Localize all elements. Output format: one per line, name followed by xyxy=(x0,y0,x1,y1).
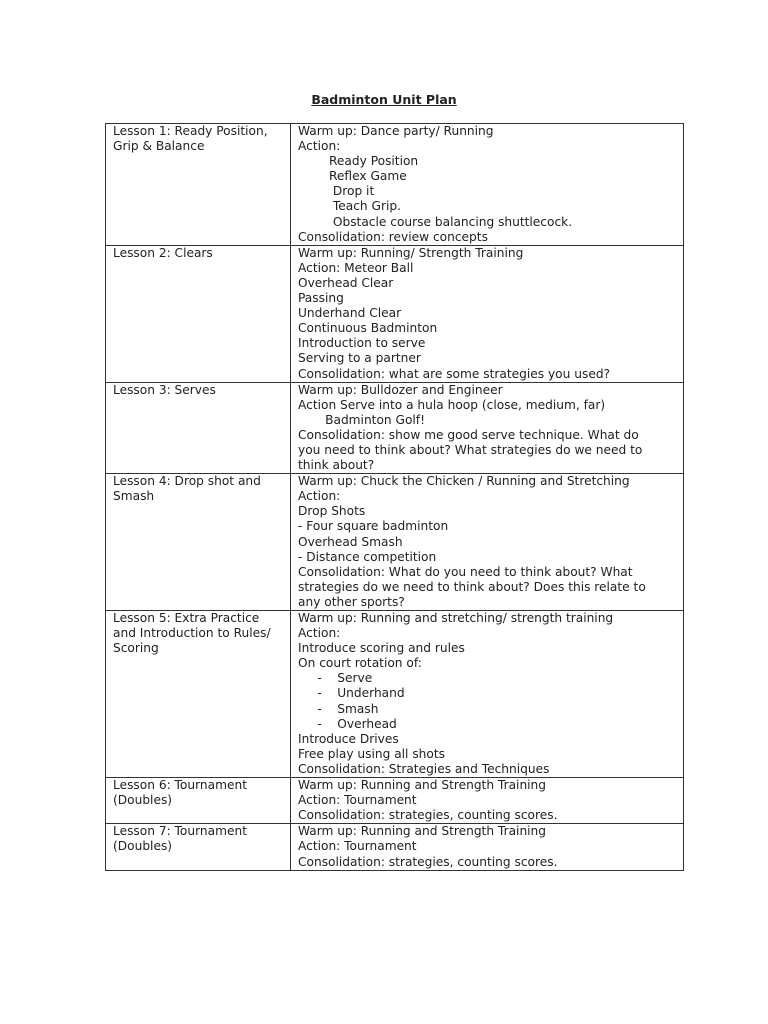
activity-line: - Distance competition xyxy=(298,549,437,564)
lesson-row-2 xyxy=(106,245,684,382)
lesson-title-cell xyxy=(106,245,291,382)
activity-line: any other sports? xyxy=(298,594,405,609)
activity-line: Warm up: Running and Strength Training xyxy=(298,778,547,793)
lesson-activities-cell xyxy=(291,124,684,246)
activity-line: Action: xyxy=(298,489,341,504)
activity-line: Drop Shots xyxy=(298,504,366,519)
lesson-title: Lesson 2: Clears xyxy=(113,245,213,260)
activity-line: Consolidation: review concepts xyxy=(298,229,488,244)
activity-line: Badminton Golf! xyxy=(298,412,425,427)
lesson-activities-cell xyxy=(291,611,684,778)
activity-line: Consolidation: show me good serve technique. What do xyxy=(298,427,639,442)
lesson-activities-cell xyxy=(291,382,684,474)
activity-line: Ready Position xyxy=(298,154,419,169)
lesson-title-cell xyxy=(106,382,291,474)
activity-line: Continuous Badminton xyxy=(298,321,438,336)
lesson-title: Lesson 5: Extra Practice and Introduction to Rules/ Scoring xyxy=(113,611,271,656)
activity-line: strategies do we need to think about? Does this relate to xyxy=(298,579,646,594)
lesson-title-cell xyxy=(106,611,291,778)
lesson-activities-cell xyxy=(291,245,684,382)
lesson-title: Lesson 7: Tournament (Doubles) xyxy=(113,824,247,854)
lesson-title: Lesson 6: Tournament (Doubles) xyxy=(113,778,247,808)
lesson-title-cell xyxy=(106,124,291,246)
lesson-title: Lesson 4: Drop shot and Smash xyxy=(113,474,261,504)
activity-line: Introduce scoring and rules xyxy=(298,641,465,656)
document-title-text: Badminton Unit Plan xyxy=(311,92,457,107)
lesson-activities-cell xyxy=(291,824,684,870)
activity-line: - Smash xyxy=(298,701,379,716)
activity-line: Warm up: Running and Strength Training xyxy=(298,824,547,839)
activity-line: Warm up: Running and stretching/ strength training xyxy=(298,611,614,625)
activity-line: Action Serve into a hula hoop (close, medium, far) xyxy=(298,397,606,412)
activity-line: Action: Tournament xyxy=(298,839,417,854)
activity-line: Passing xyxy=(298,291,344,306)
lesson-title: Lesson 1: Ready Position, Grip & Balance xyxy=(113,124,268,154)
lesson-row-1 xyxy=(106,124,684,246)
activity-line: Action: xyxy=(298,626,341,641)
activity-line: Consolidation: strategies, counting scores. xyxy=(298,854,558,869)
activity-line: Overhead Clear xyxy=(298,275,394,290)
activity-line: Free play using all shots xyxy=(298,746,445,761)
activity-line: Reflex Game xyxy=(298,169,407,184)
activity-line: Consolidation: What do you need to think about? What xyxy=(298,564,633,579)
activity-line: Action: xyxy=(298,139,341,154)
activity-line: Warm up: Running/ Strength Training xyxy=(298,245,524,260)
lesson-row-6 xyxy=(106,778,684,824)
lesson-activities-cell xyxy=(291,778,684,824)
lesson-row-3 xyxy=(106,382,684,474)
activity-line: - Four square badminton xyxy=(298,519,449,534)
lesson-row-5 xyxy=(106,611,684,778)
activity-line: Action: Tournament xyxy=(298,793,417,808)
activity-line: Consolidation: Strategies and Techniques xyxy=(298,761,550,776)
lesson-row-7 xyxy=(106,824,684,870)
activity-line: Drop it xyxy=(298,184,375,199)
document-title xyxy=(0,92,768,108)
activity-line: Consolidation: strategies, counting scores. xyxy=(298,808,558,823)
activity-line: Warm up: Chuck the Chicken / Running and Stretching xyxy=(298,474,630,489)
unit-plan-table xyxy=(105,123,684,871)
activity-line: Overhead Smash xyxy=(298,534,403,549)
activity-line: Underhand Clear xyxy=(298,306,402,321)
activity-line: Introduce Drives xyxy=(298,731,399,746)
lesson-activities-cell xyxy=(291,474,684,611)
activity-line: you need to think about? What strategies do we need to xyxy=(298,442,643,457)
activity-line: - Underhand xyxy=(298,686,405,701)
activity-line: - Serve xyxy=(298,671,373,686)
activity-line: On court rotation of: xyxy=(298,656,422,671)
activity-line: Consolidation: what are some strategies you used? xyxy=(298,366,611,381)
activity-line: Serving to a partner xyxy=(298,351,421,366)
activity-line: think about? xyxy=(298,458,375,473)
lesson-title-cell xyxy=(106,824,291,870)
lesson-row-4 xyxy=(106,474,684,611)
lesson-title-cell xyxy=(106,474,291,611)
activity-line: Introduction to serve xyxy=(298,336,426,351)
lesson-title: Lesson 3: Serves xyxy=(113,382,216,397)
activity-line: Warm up: Dance party/ Running xyxy=(298,124,494,138)
activity-line: Teach Grip. xyxy=(298,199,401,214)
activity-line: Warm up: Bulldozer and Engineer xyxy=(298,382,503,397)
lesson-title-cell xyxy=(106,778,291,824)
activity-line: Obstacle course balancing shuttlecock. xyxy=(298,214,573,229)
activity-line: Action: Meteor Ball xyxy=(298,260,414,275)
activity-line: - Overhead xyxy=(298,716,397,731)
